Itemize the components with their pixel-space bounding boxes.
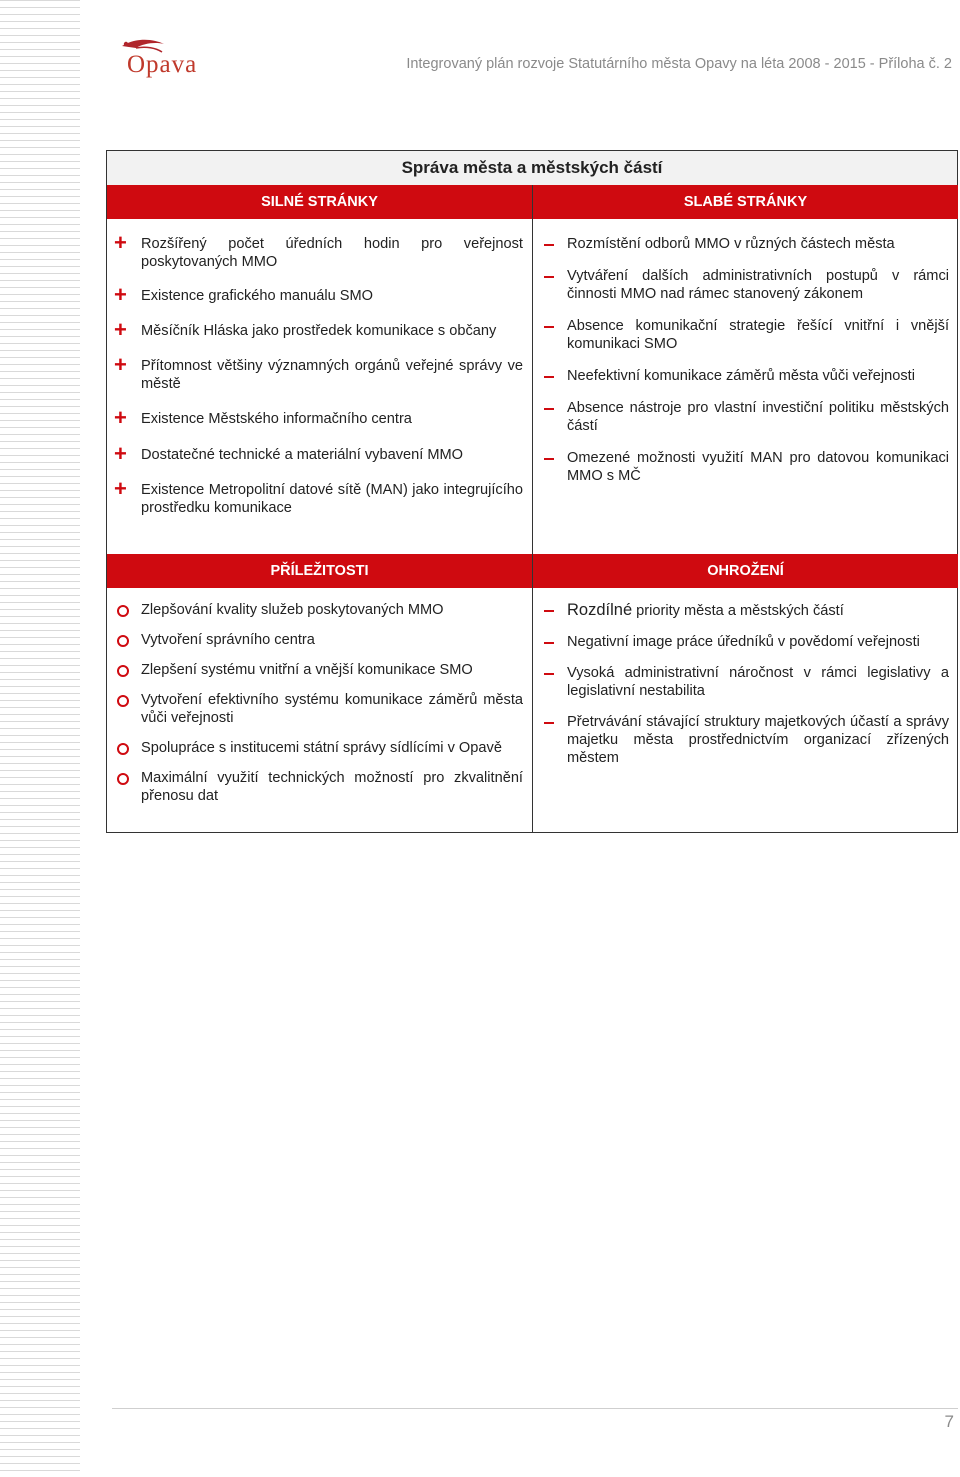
list-item: Negativní image práce úředníků v povědomí veřejnosti <box>533 633 949 651</box>
swot-table <box>106 150 958 833</box>
list-item: + Měsíčník Hláska jako prostředek komunikace s občany <box>114 317 497 342</box>
list-item: + Existence Metropolitní datové sítě (MAN) jako integrujícího prostředku komunikace <box>114 476 523 516</box>
list-item: Maximální využití technických možností pro zkvalitnění přenosu dat <box>107 769 523 805</box>
weaknesses-list <box>533 235 949 485</box>
weaknesses-heading: SLABÉ STRÁNKY <box>533 185 958 219</box>
page-number: 7 <box>944 1412 954 1431</box>
threats-heading: OHROŽENÍ <box>533 554 958 588</box>
opportunities-heading: PŘÍLEŽITOSTI <box>107 554 532 588</box>
list-item: Rozdílné priority města a městských částí <box>533 601 949 620</box>
list-item: Neefektivní komunikace záměrů města vůči veřejnosti <box>533 367 949 385</box>
list-item: Zlepšování kvality služeb poskytovaných MMO <box>107 601 523 619</box>
list-item: + Dostatečné technické a materiální vybavení MMO <box>114 441 464 466</box>
opportunities-list <box>107 601 523 805</box>
strengths-heading: SILNÉ STRÁNKY <box>107 185 532 219</box>
list-item: Spolupráce s institucemi státní správy sídlícími v Opavě <box>107 739 523 757</box>
list-item: + Přítomnost většiny významných orgánů veřejné správy ve městě <box>114 352 523 392</box>
decorative-stripes <box>0 0 80 1477</box>
list-item: Vytvoření správního centra <box>107 631 523 649</box>
list-item: Přetrvávání stávající struktury majetkových účastí a správy majetku města prostřednictvím organizací zřízených městem <box>533 713 949 767</box>
list-item: Vytváření dalších administrativních postupů v rámci činnosti MMO nad rámec stanovený zákonem <box>533 267 949 303</box>
logo-text: Opava <box>127 51 198 78</box>
list-item: Vysoká administrativní náročnost v rámci legislativy a legislativní nestabilita <box>533 664 949 700</box>
list-item: Vytvoření efektivního systému komunikace záměrů města vůči veřejnosti <box>107 691 523 727</box>
list-item: Absence nástroje pro vlastní investiční politiku městských částí <box>533 399 949 435</box>
list-item: Rozmístění odborů MMO v různých částech města <box>533 235 949 253</box>
list-item: Absence komunikační strategie řešící vnitřní i vnější komunikaci SMO <box>533 317 949 353</box>
strengths-list <box>107 230 523 517</box>
list-item: + Existence Městského informačního centra <box>114 405 412 430</box>
threats-list <box>533 601 949 767</box>
list-item: Omezené možnosti využití MAN pro datovou komunikaci MMO s MČ <box>533 449 949 485</box>
list-item: + Existence grafického manuálu SMO <box>114 282 373 307</box>
document-header-title: Integrovaný plán rozvoje Statutárního města Opavy na léta 2008 - 2015 - Příloha č. 2 <box>406 56 952 72</box>
list-item: Zlepšení systému vnitřní a vnější komunikace SMO <box>107 661 523 679</box>
footer-divider <box>112 1408 958 1409</box>
list-item: + Rozšířený počet úředních hodin pro veřejnost poskytovaných MMO <box>114 230 523 270</box>
swot-title: Správa města a městských částí <box>107 151 957 185</box>
